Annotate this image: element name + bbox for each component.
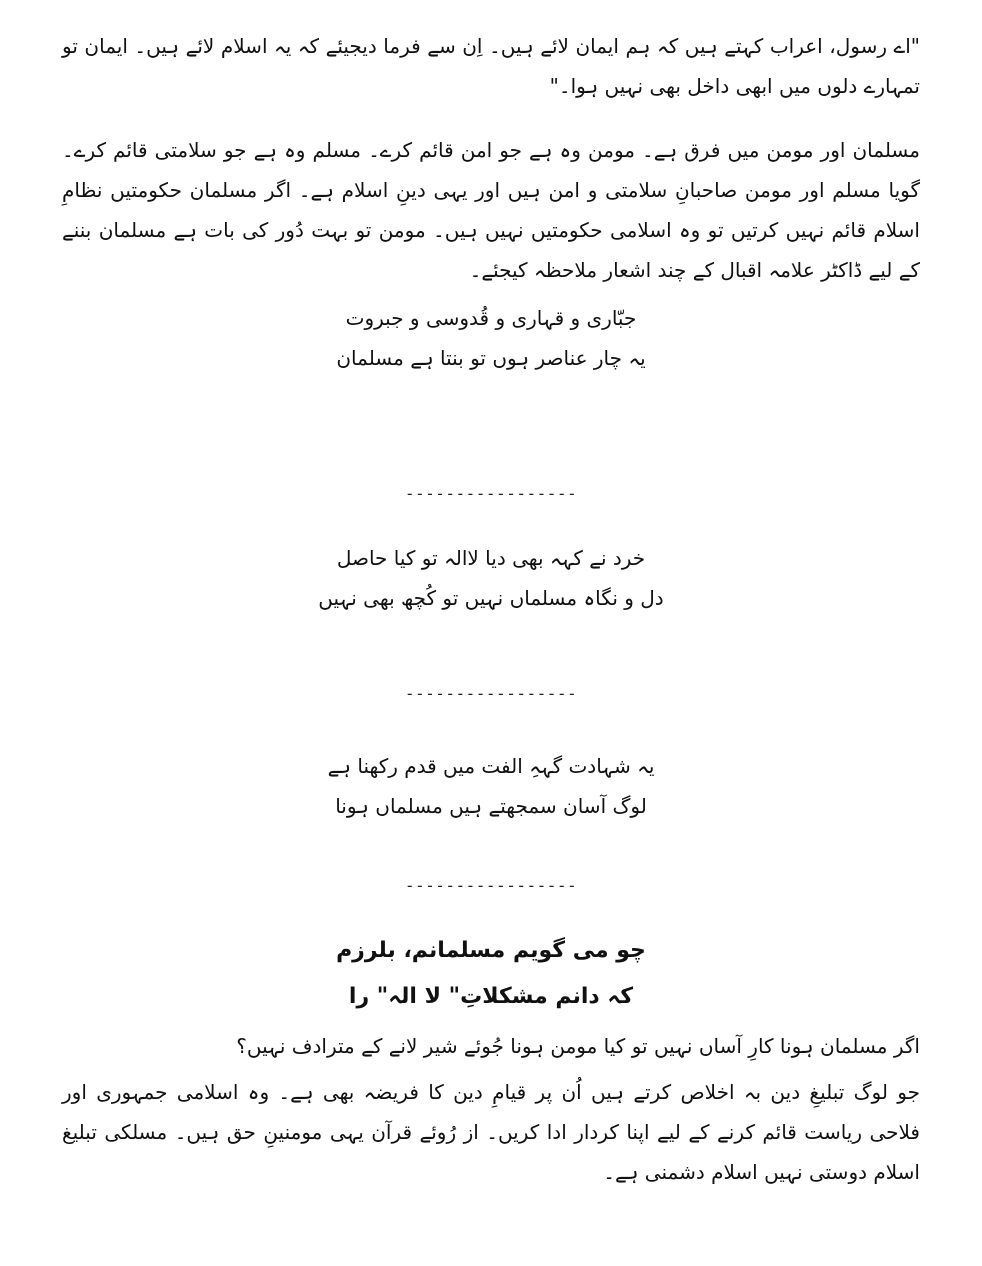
divider-1: -----------------	[404, 484, 578, 503]
couplet-2	[0, 538, 982, 618]
couplet-1-line-1: جبّاری و قہاری و قُدوسی و جبروت	[345, 306, 637, 330]
closing-paragraph: جو لوگ تبلیغِ دین بہ اخلاص کرتے ہیں اُن پر قیامِ دین کا فریضہ بھی ہے۔ وہ اسلامی جمہوری اور فلاحی ریاست قائم کرنے کے لیے اپنا کردار ادا کریں۔ از رُوئے قرآن یہی مومنینِ حق ہیں۔ مسلکی تبلیغ اسلام دوستی نہیں اسلام دشمنی ہے۔	[62, 1080, 920, 1184]
couplet-2-line-1: خرد نے کہہ بھی دیا لاالہ تو کیا حاصل	[336, 546, 646, 570]
persian-couplet	[0, 928, 982, 1020]
muslim-momin-paragraph: مسلمان اور مومن میں فرق ہے۔ مومن وہ ہے جو امن قائم کرے۔ مسلم وہ ہے جو سلامتی قائم کرے۔ گویا مسلم اور مومن صاحبانِ سلامتی و امن ہیں اور یہی دینِ اسلام ہے۔ اگر مسلمان حکومتیں نظامِ اسلام قائم نہیں کرتیں تو وہ اسلامی حکومتیں نہیں ہیں۔ مومن تو بہت دُور کی بات ہے مسلمان بننے کے لیے ڈاکٹر علامہ اقبال کے چند اشعار ملاحظہ کیجئے۔	[62, 138, 920, 282]
couplet-2-line-2: دل و نگاہ مسلماں نہیں تو کُچھ بھی نہیں	[318, 586, 664, 610]
couplet-3	[0, 746, 982, 826]
persian-couplet-line-1: چو می گویم مسلمانم، بلرزم	[336, 938, 646, 963]
question-paragraph: اگر مسلمان ہونا کارِ آساں نہیں تو کیا مومن ہونا جُوئے شیر لانے کے مترادف نہیں؟	[236, 1034, 920, 1058]
divider-2: -----------------	[404, 684, 578, 703]
couplet-1-line-2: یہ چار عناصر ہوں تو بنتا ہے مسلمان	[336, 346, 646, 370]
couplet-1	[0, 298, 982, 378]
intro-quote-paragraph: "اے رسول، اعراب کہتے ہیں کہ ہم ایمان لائے ہیں۔ اِن سے فرما دیجیئے کہ یہ اسلام لائے ہیں۔ ایمان تو تمہارے دلوں میں ابھی داخل بھی نہیں ہوا۔"	[62, 34, 920, 98]
couplet-3-line-2: لوگ آسان سمجھتے ہیں مسلماں ہونا	[335, 794, 647, 818]
couplet-3-line-1: یہ شہادت گہہِ الفت میں قدم رکھنا ہے	[327, 754, 655, 778]
persian-couplet-line-2: کہ دانم مشکلاتِ" لا الہ" را	[348, 984, 634, 1009]
divider-3: -----------------	[404, 876, 578, 895]
